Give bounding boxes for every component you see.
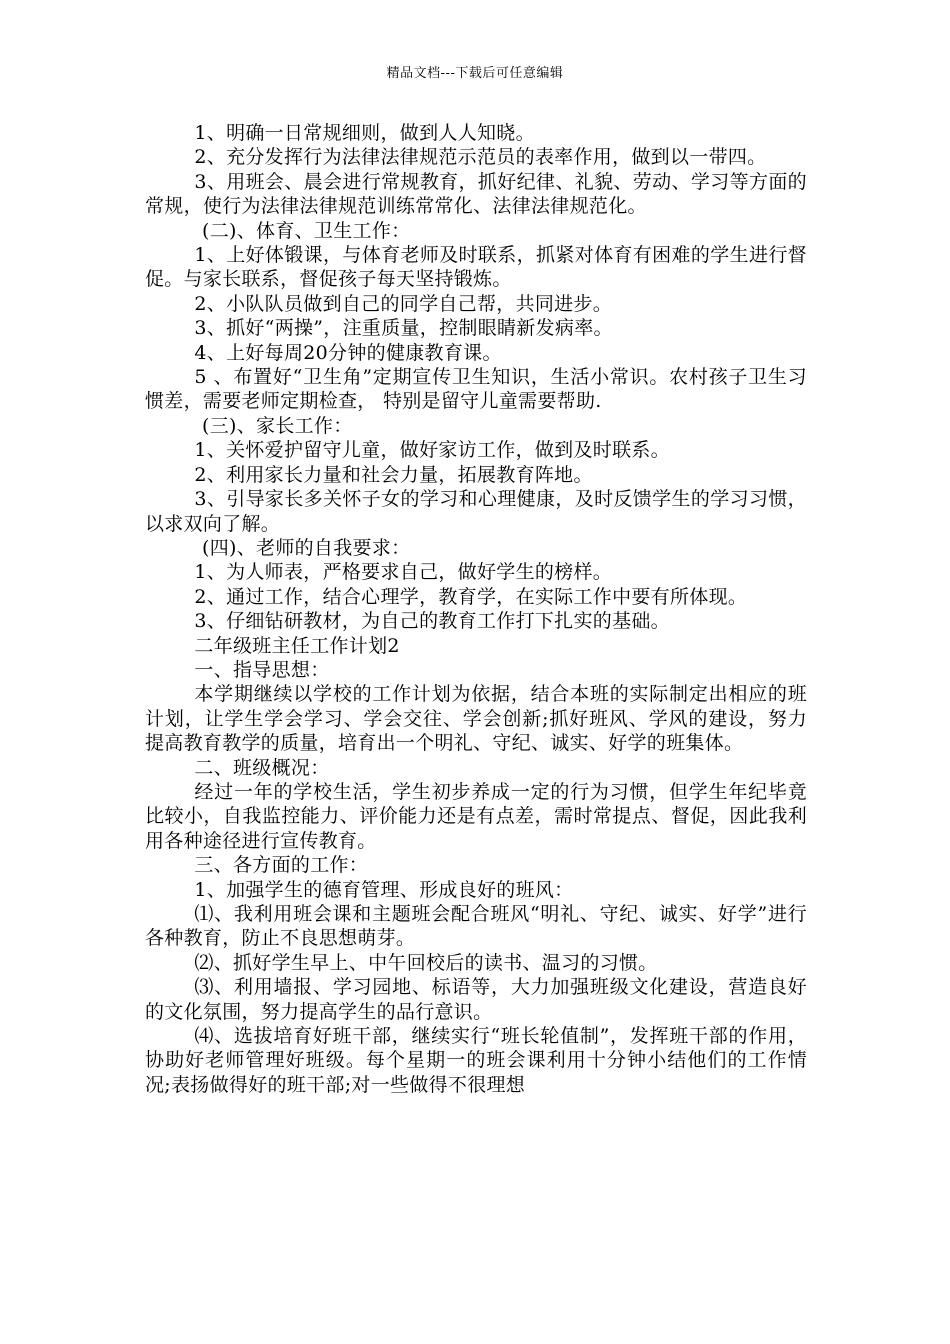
- paragraph: 2、通过工作，结合心理学，教育学，在实际工作中要有所体现。: [194, 585, 748, 608]
- section-heading: 三、各方面的工作：: [194, 854, 369, 877]
- document-body: [145, 121, 807, 1097]
- paragraph: 2、利用家长力量和社会力量，拓展教育阵地。: [194, 463, 593, 486]
- paragraph: 5 、布置好“卫生角”定期宣传卫生知识，生活小常识。农村孩子卫生习惯差，需要老师定期检查， 特别是留守儿童需要帮助.: [145, 366, 807, 413]
- paragraph: 经过一年的学校生活，学生初步养成一定的行为习惯，但学生年纪毕竟比较小，自我监控能力、评价能力还是有点差，需时常提点、督促，因此我利用各种途径进行宣传教育。: [145, 780, 807, 852]
- paragraph: ⑷、选拔培育好班干部，继续实行“班长轮值制”，发挥班干部的作用，协助好老师管理好班级。每个星期一的班会课利用十分钟小结他们的工作情况;表扬做得好的班干部;对一些做得不很理想: [145, 1025, 807, 1096]
- paragraph: 2、小队队员做到自己的同学自己帮，共同进步。: [194, 292, 613, 315]
- paragraph: 3、抓好“两操”，注重质量，控制眼睛新发病率。: [194, 317, 613, 340]
- document-title: 二年级班主任工作计划2: [194, 634, 400, 657]
- paragraph: ⑵、抓好学生早上、中午回校后的读书、温习的习惯。: [194, 951, 658, 974]
- paragraph: 1、加强学生的德育管理、形成良好的班风：: [194, 878, 574, 901]
- paragraph: 3、引导家长多关怀子女的学习和心理健康，及时反馈学生的学习习惯，以求双向了解。: [145, 488, 807, 535]
- section-heading: (二)、体育、卫生工作：: [202, 219, 411, 242]
- section-heading: (三)、家长工作：: [202, 414, 353, 437]
- page-header: 精品文档---下载后可任意编辑: [386, 66, 564, 81]
- paragraph: 3、仔细钻研教材，为自己的教育工作打下扎实的基础。: [194, 610, 670, 633]
- paragraph: ⑶、利用墙报、学习园地、标语等，大力加强班级文化建设，营造良好的文化氛围，努力提高学生的品行意识。: [145, 976, 807, 1023]
- paragraph: 1、关怀爱护留守儿童，做好家访工作，做到及时联系。: [194, 439, 670, 462]
- paragraph: 1、上好体锻课，与体育老师及时联系，抓紧对体育有困难的学生进行督促。与家长联系，督促孩子每天坚持锻炼。: [145, 244, 807, 291]
- paragraph: 2、充分发挥行为法律法律规范示范员的表率作用，做到以一带四。: [194, 146, 767, 169]
- section-heading: (四)、老师的自我要求：: [202, 536, 411, 559]
- paragraph: 3、用班会、晨会进行常规教育，抓好纪律、礼貌、劳动、学习等方面的常规，使行为法律法律规范训练常常化、法律法律规范化。: [145, 170, 807, 218]
- section-heading: 二、班级概况：: [194, 756, 330, 779]
- paragraph: 1、为人师表，严格要求自己，做好学生的榜样。: [194, 561, 613, 584]
- paragraph: 本学期继续以学校的工作计划为依据，结合本班的实际制定出相应的班计划，让学生学会学习、学会交往、学会创新;抓好班风、学风的建设，努力提高教育教学的质量，培育出一个明礼、守纪、诚实、好学的班集体。: [145, 683, 807, 755]
- section-heading: 一、指导思想：: [194, 658, 330, 681]
- paragraph: ⑴、我利用班会课和主题班会配合班风“明礼、守纪、诚实、好学”进行各种教育，防止不良思想萌芽。: [145, 903, 807, 950]
- paragraph: 4、上好每周20分钟的健康教育课。: [194, 341, 502, 364]
- paragraph: 1、明确一日常规细则，做到人人知晓。: [194, 122, 535, 144]
